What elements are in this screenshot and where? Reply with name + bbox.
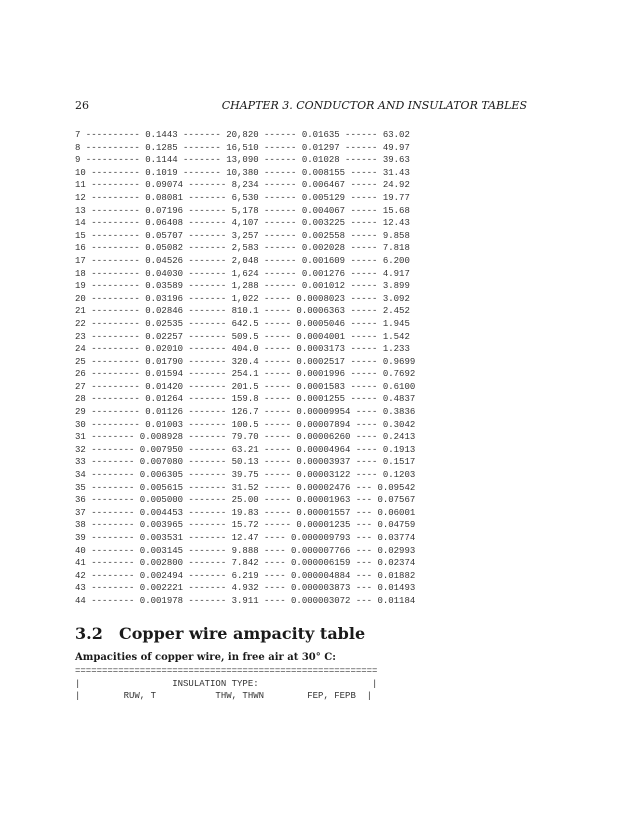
page-header	[75, 99, 527, 113]
table-row: 19 --------- 0.03589 ------- 1,288 ------ 0.001012 ----- 3.899	[75, 281, 410, 292]
table-row: 38 -------- 0.003965 ------- 15.72 ----- 0.00001235 --- 0.04759	[75, 520, 416, 531]
table-row: 18 --------- 0.04030 ------- 1,624 ------ 0.001276 ----- 4.917	[75, 268, 410, 279]
table-row: 11 --------- 0.09074 ------- 8,234 ------ 0.006467 ----- 24.92	[75, 180, 410, 191]
ampacity-header-line: | RUW, T THW, THWN FEP, FEPB |	[75, 691, 373, 702]
section-heading	[75, 624, 365, 643]
table-row: 43 -------- 0.002221 ------- 4.932 ---- 0.000003873 --- 0.01493	[75, 583, 416, 594]
table-row: 37 -------- 0.004453 ------- 19.83 ----- 0.00001557 --- 0.06001	[75, 507, 416, 518]
table-row: 14 --------- 0.06408 ------- 4,107 ------ 0.003225 ----- 12.43	[75, 218, 410, 229]
table-row: 13 --------- 0.07196 ------- 5,178 ------ 0.004067 ----- 15.68	[75, 205, 410, 216]
table-row: 20 --------- 0.03196 ------- 1,022 ----- 0.0008023 ----- 3.092	[75, 293, 410, 304]
table-row: 8 ---------- 0.1285 ------- 16,510 ------ 0.01297 ------ 49.97	[75, 142, 410, 153]
table-row: 15 --------- 0.05707 ------- 3,257 ------ 0.002558 ----- 9.858	[75, 230, 410, 241]
table-row: 22 --------- 0.02535 ------- 642.5 ----- 0.0005046 ----- 1.945	[75, 318, 410, 329]
table-row: 23 --------- 0.02257 ------- 509.5 ----- 0.0004001 ----- 1.542	[75, 331, 410, 342]
table-row: 7 ---------- 0.1443 ------- 20,820 ------ 0.01635 ------ 63.02	[75, 130, 410, 140]
table-row: 10 --------- 0.1019 ------- 10,380 ------ 0.008155 ----- 31.43	[75, 167, 410, 178]
table-row: 44 -------- 0.001978 ------- 3.911 ---- 0.000003072 --- 0.01184	[75, 595, 416, 606]
section-title: Copper wire ampacity table	[119, 624, 366, 643]
table-row: 17 --------- 0.04526 ------- 2,048 ------ 0.001609 ----- 6.200	[75, 255, 410, 266]
ampacity-header-line: | INSULATION TYPE: |	[75, 678, 378, 689]
table-row: 36 -------- 0.005000 ------- 25.00 ----- 0.00001963 --- 0.07567	[75, 495, 416, 506]
table-caption: Ampacities of copper wire, in free air at 30° C:	[75, 652, 336, 663]
table-row: 31 -------- 0.008928 ------- 79.70 ----- 0.00006260 ---- 0.2413	[75, 432, 416, 443]
running-head: CHAPTER 3. CONDUCTOR AND INSULATOR TABLES	[221, 99, 527, 112]
table-row: 26 --------- 0.01594 ------- 254.1 ----- 0.0001996 ----- 0.7692	[75, 369, 416, 380]
table-row: 27 --------- 0.01420 ------- 201.5 ----- 0.0001583 ----- 0.6100	[75, 381, 416, 392]
table-row: 29 --------- 0.01126 ------- 126.7 ----- 0.00009954 ---- 0.3836	[75, 407, 416, 418]
table-row: 25 --------- 0.01790 ------- 320.4 ----- 0.0002517 ----- 0.9699	[75, 356, 416, 367]
table-row: 12 --------- 0.08081 ------- 6,530 ------ 0.005129 ----- 19.77	[75, 192, 410, 203]
table-row: 33 -------- 0.007080 ------- 50.13 ----- 0.00003937 ---- 0.1517	[75, 457, 416, 468]
table-row: 34 -------- 0.006305 ------- 39.75 ----- 0.00003122 ---- 0.1203	[75, 470, 416, 481]
wire-gauge-table	[75, 129, 415, 608]
table-row: 16 --------- 0.05082 ------- 2,583 ------ 0.002028 ----- 7.818	[75, 243, 410, 254]
table-row: 32 -------- 0.007950 ------- 63.21 ----- 0.00004964 ---- 0.1913	[75, 444, 416, 455]
ampacity-header-line: ========================================================	[75, 666, 378, 676]
table-row: 9 ---------- 0.1144 ------- 13,090 ------ 0.01028 ------ 39.63	[75, 155, 410, 166]
ampacity-table-header	[75, 665, 377, 703]
section-number: 3.2	[75, 624, 103, 643]
table-row: 40 -------- 0.003145 ------- 9.888 ---- 0.000007766 --- 0.02993	[75, 545, 416, 556]
table-row: 21 --------- 0.02846 ------- 810.1 ----- 0.0006363 ----- 2.452	[75, 306, 410, 317]
table-row: 28 --------- 0.01264 ------- 159.8 ----- 0.0001255 ----- 0.4837	[75, 394, 416, 405]
table-row: 35 -------- 0.005615 ------- 31.52 ----- 0.00002476 --- 0.09542	[75, 482, 416, 493]
table-row: 41 -------- 0.002800 ------- 7.842 ---- 0.000006159 --- 0.02374	[75, 558, 416, 569]
table-row: 42 -------- 0.002494 ------- 6.219 ---- 0.000004884 --- 0.01882	[75, 570, 416, 581]
table-row: 39 -------- 0.003531 ------- 12.47 ---- 0.000009793 --- 0.03774	[75, 533, 416, 543]
table-row: 24 --------- 0.02010 ------- 404.0 ----- 0.0003173 ----- 1.233	[75, 344, 410, 355]
table-row: 30 --------- 0.01003 ------- 100.5 ----- 0.00007894 ---- 0.3042	[75, 419, 416, 430]
page-number: 26	[75, 99, 89, 112]
